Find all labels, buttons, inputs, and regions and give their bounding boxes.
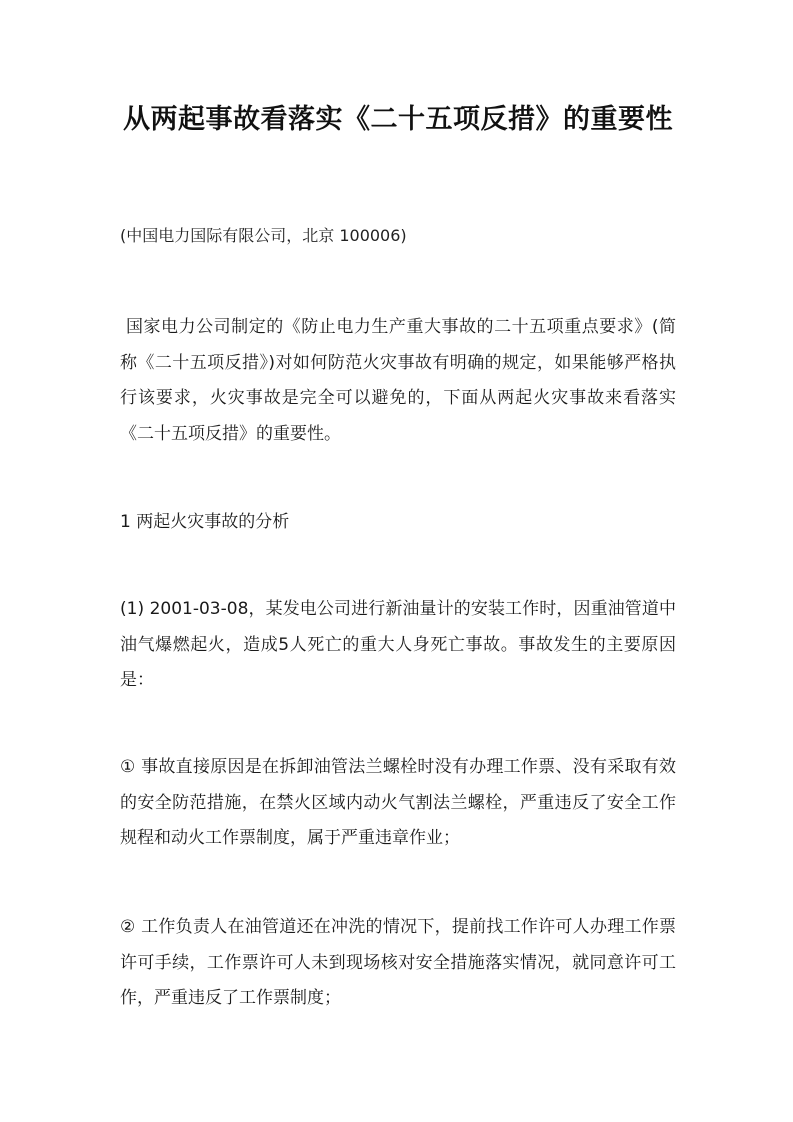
intro-paragraph: 国家电力公司制定的《防止电力生产重大事故的二十五项重点要求》(简称《二十五项反措》)对如何防范火灾事故有明确的规定，如果能够严格执行该要求，火灾事故是完全可以避免的，下面从两起火灾事故来看落实《二十五项反措》的重要性。 <box>120 317 676 444</box>
document-title: 从两起事故看落实《二十五项反措》的重要性 <box>123 104 673 135</box>
case-paragraph: (1) 2001-03-08，某发电公司进行新油量计的安装工作时，因重油管道中油气爆燃起火，造成5人死亡的重大人身死亡事故。事故发生的主要原因是： <box>120 599 676 690</box>
cause-item-1: ① 事故直接原因是在拆卸油管法兰螺栓时没有办理工作票、没有采取有效的安全防范措施，在禁火区域内动火气割法兰螺栓，严重违反了安全工作规程和动火工作票制度，属于严重违章作业； <box>120 757 676 848</box>
cause-item-2: ② 工作负责人在油管道还在冲洗的情况下，提前找工作许可人办理工作票许可手续，工作票许可人未到现场核对安全措施落实情况，就同意许可工作，严重违反了工作票制度； <box>120 917 676 1008</box>
section-heading: 1 两起火灾事故的分析 <box>120 512 290 532</box>
author-affiliation: (中国电力国际有限公司，北京 100006) <box>120 226 407 245</box>
